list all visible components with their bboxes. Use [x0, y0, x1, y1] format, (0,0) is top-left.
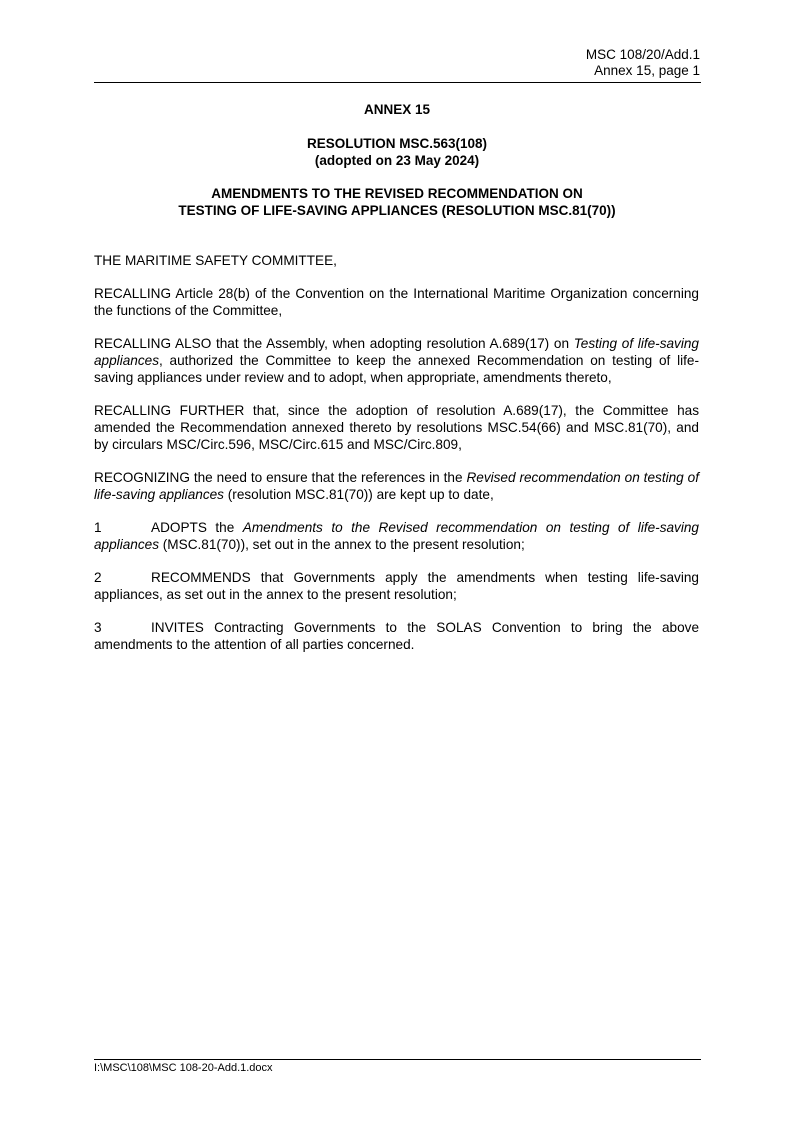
resolution-body: [94, 252, 699, 669]
committee-line: THE MARITIME SAFETY COMMITTEE,: [94, 253, 337, 268]
paragraph-number: 3: [94, 620, 102, 635]
preamble-paragraph-3: RECALLING FURTHER that, since the adoption of resolution A.689(17), the Committee has amended the Recommendation annexed thereto by resolutions MSC.54(66) and MSC.81(70), and by circulars MSC/Circ.596, MSC/Circ.615 and MSC/Circ.809,: [94, 403, 699, 452]
preamble-paragraph-2: RECALLING ALSO that the Assembly, when adopting resolution A.689(17) on Testing of life-saving appliances, authorized the Committee to keep the annexed Recommendation on testing of life-saving appliances under review and to adopt, when appropriate, amendments thereto,: [94, 336, 699, 385]
document-reference: MSC 108/20/Add.1: [585, 47, 700, 62]
resolution-number: RESOLUTION MSC.563(108): [306, 136, 488, 151]
operative-paragraph-1: 1 ADOPTS the Amendments to the Revised recommendation on testing of life-saving appliances (MSC.81(70)), set out in the annex to the present resolution;: [94, 520, 699, 552]
preamble-paragraph-1: RECALLING Article 28(b) of the Convention on the International Maritime Organization concerning the functions of the Committee,: [94, 286, 699, 318]
resolution-subject: [94, 185, 700, 219]
paragraph-number: 2: [94, 570, 102, 585]
resolution-title: [94, 135, 700, 169]
document-title-italic: Testing of life-saving appliances: [94, 336, 699, 368]
header-divider: [94, 82, 701, 83]
page-header: [94, 47, 700, 79]
document-title-italic: Revised recommendation on testing of life-saving appliances: [94, 470, 699, 502]
adoption-date: (adopted on 23 May 2024): [314, 153, 480, 168]
subject-line-2: TESTING OF LIFE-SAVING APPLIANCES (RESOLUTION MSC.81(70)): [178, 203, 616, 218]
paragraph-number: 1: [94, 520, 102, 535]
operative-paragraph-3: 3 INVITES Contracting Governments to the SOLAS Convention to bring the above amendments to the attention of all parties concerned.: [94, 620, 699, 652]
preamble-paragraph-4: RECOGNIZING the need to ensure that the references in the Revised recommendation on testing of life-saving appliances (resolution MSC.81(70)) are kept up to date,: [94, 470, 699, 502]
document-title-italic: Amendments to the Revised recommendation on testing of life-saving appliances: [94, 520, 699, 552]
footer-divider: [94, 1059, 701, 1060]
subject-line-1: AMENDMENTS TO THE REVISED RECOMMENDATION ON: [211, 186, 583, 201]
page-reference: Annex 15, page 1: [594, 63, 700, 78]
file-path: I:\MSC\108\MSC 108-20-Add.1.docx: [94, 1062, 273, 1074]
operative-paragraph-2: 2 RECOMMENDS that Governments apply the amendments when testing life-saving appliances, as set out in the annex to the present resolution;: [94, 570, 699, 602]
annex-title: ANNEX 15: [363, 102, 431, 117]
